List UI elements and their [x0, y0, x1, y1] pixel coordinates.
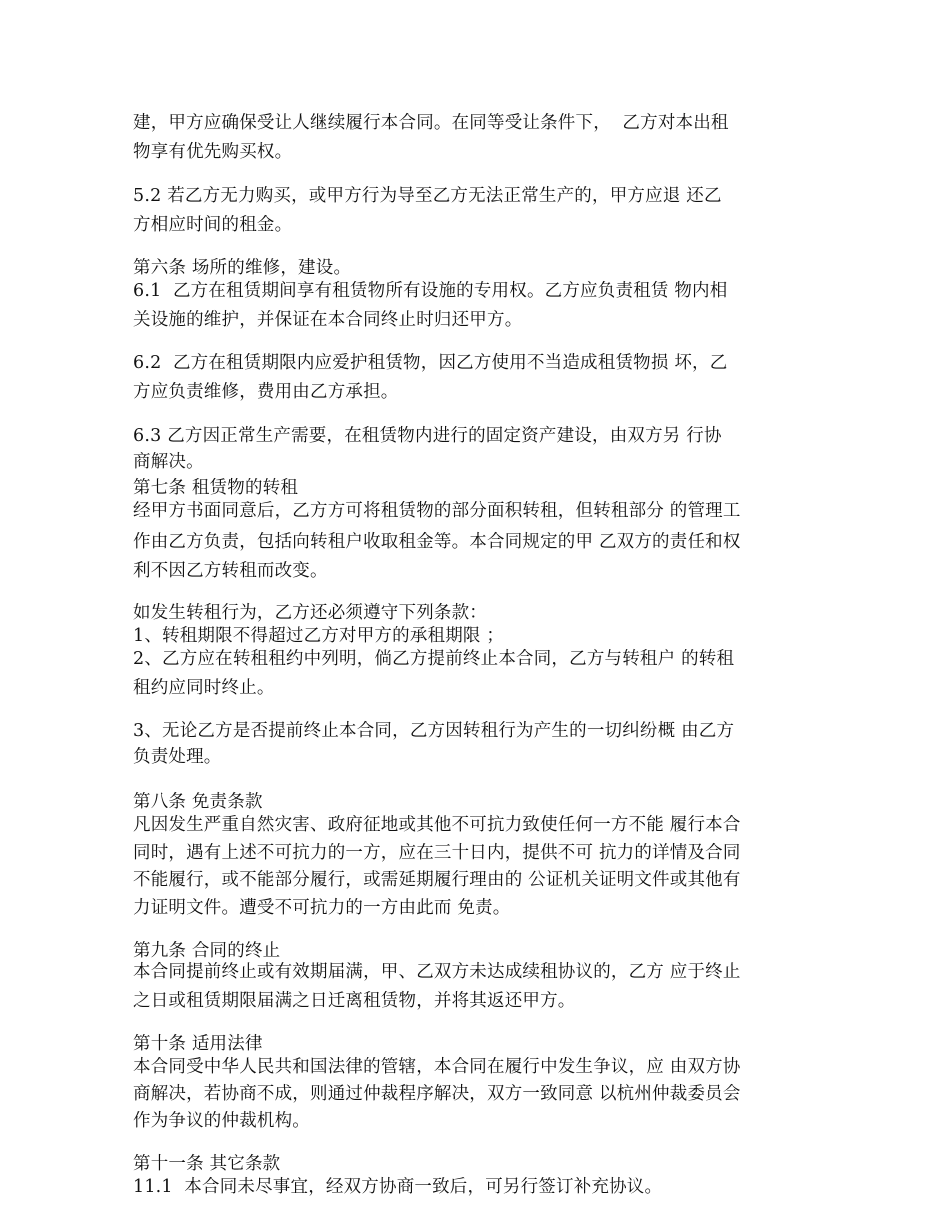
body-text-line: 建，甲方应确保受让人继续履行本合同。在同等受让条件下， 乙方对本出租	[133, 113, 729, 133]
body-text-line: 5.2 若乙方无力购买，或甲方行为导至乙方无法正常生产的，甲方应退 还乙	[133, 186, 722, 206]
body-text-line: 6.3 乙方因正常生产需要，在租赁物内进行的固定资产建设，由双方另 行协	[133, 426, 722, 446]
body-text-line: 力证明文件。遭受不可抗力的一方由此而 免责。	[133, 898, 511, 918]
body-text-line: 如发生转租行为，乙方还必须遵守下列条款：	[133, 603, 487, 623]
body-text-line: 6.2 乙方在租赁期限内应爱护租赁物，因乙方使用不当造成租赁物损 坏，乙	[133, 353, 728, 373]
body-text-line: 作为争议的仲裁机构。	[133, 1111, 310, 1131]
body-text-line: 负责处理。	[133, 747, 222, 767]
body-text-line: 同时，遇有上述不可抗力的一方，应在三十日内，提供不可 抗力的详情及合同	[133, 843, 741, 863]
section-heading: 第十条 适用法律	[133, 1034, 263, 1054]
body-text-line: 11.1 本合同未尽事宜，经双方协商一致后，可另行签订补充协议。	[133, 1177, 663, 1197]
body-text-line: 经甲方书面同意后，乙方方可将租赁物的部分面积转租，但转租部分 的管理工	[133, 501, 741, 521]
section-heading: 第九条 合同的终止	[133, 941, 281, 961]
body-text-line: 不能履行，或不能部分履行，或需延期履行理由的 公证机关证明文件或其他有	[133, 870, 741, 890]
body-text-line: 之日或租赁期限届满之日迁离租赁物，并将其返还甲方。	[133, 991, 576, 1011]
section-heading: 第六条 场所的维修，建设。	[133, 258, 352, 278]
body-text-line: 作由乙方负责，包括向转租户收取租金等。本合同规定的甲 乙双方的责任和权	[133, 532, 741, 552]
section-heading: 第十一条 其它条款	[133, 1154, 281, 1174]
body-text-line: 利不因乙方转租而改变。	[133, 561, 328, 581]
body-text-line: 本合同提前终止或有效期届满，甲、乙双方未达成续租协议的，乙方 应于终止	[133, 962, 741, 982]
body-text-line: 商解决。	[133, 452, 204, 472]
body-text-line: 物享有优先购买权。	[133, 142, 293, 162]
body-text-line: 商解决，若协商不成，则通过仲裁程序解决，双方一致同意 以杭州仲裁委员会	[133, 1084, 741, 1104]
list-item: 2、乙方应在转租租约中列明，倘乙方提前终止本合同，乙方与转租户 的转租	[133, 649, 735, 669]
body-text-line: 凡因发生严重自然灾害、政府征地或其他不可抗力致使任何一方不能 履行本合	[133, 815, 741, 835]
list-item: 1、转租期限不得超过乙方对甲方的承租期限 ；	[133, 626, 505, 646]
section-heading: 第七条 租赁物的转租	[133, 478, 299, 498]
list-item: 3、无论乙方是否提前终止本合同，乙方因转租行为产生的一切纠纷概 由乙方	[133, 721, 735, 741]
body-text-line: 本合同受中华人民共和国法律的管辖，本合同在履行中发生争议，应 由双方协	[133, 1057, 741, 1077]
section-heading: 第八条 免责条款	[133, 792, 263, 812]
body-text-line: 关设施的维护，并保证在本合同终止时归还甲方。	[133, 310, 523, 330]
body-text-line: 方应负责维修，费用由乙方承担。	[133, 382, 399, 402]
body-text-line: 6.1 乙方在租赁期间享有租赁物所有设施的专用权。乙方应负责租赁 物内相	[133, 281, 728, 301]
body-text-line: 租约应同时终止。	[133, 678, 275, 698]
body-text-line: 方相应时间的租金。	[133, 215, 293, 235]
